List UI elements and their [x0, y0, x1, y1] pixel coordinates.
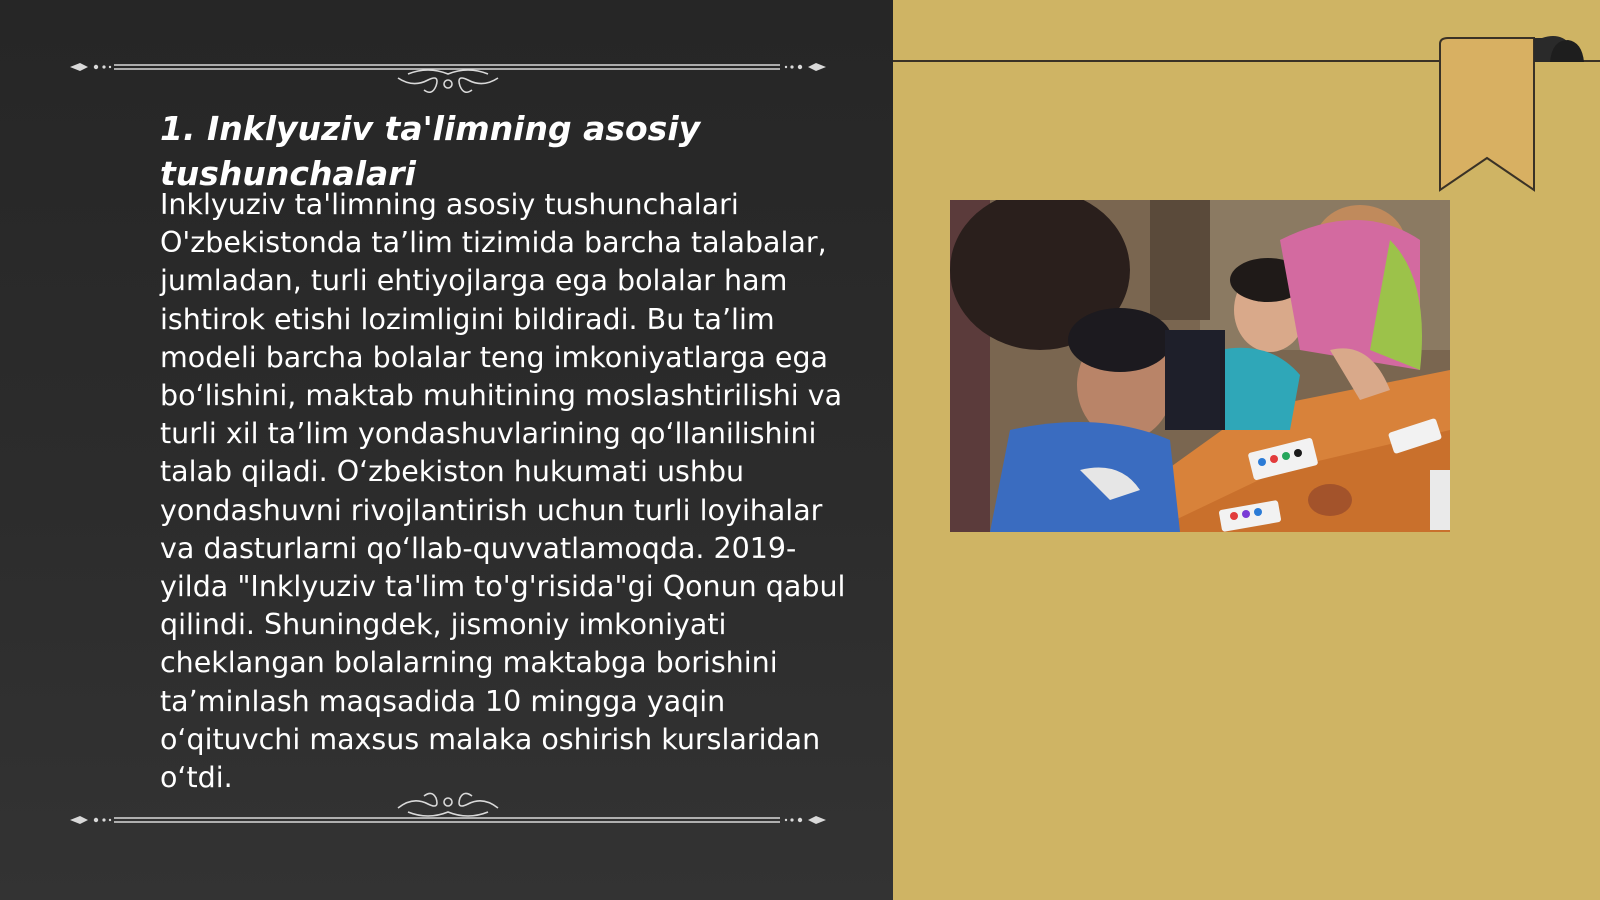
top-ornament-divider-icon: [68, 58, 828, 98]
slide-body-text: Inklyuziv ta'limning asosiy tushunchalari O'zbekistonda ta’lim tizimida barcha talabalar, jumladan, turli ehtiyojlarga ega bolalar ham ishtirok etishi lozimligini bildiradi. Bu ta’lim modeli barcha bolalar teng imkoniyatlarga ega boʻlishini, maktab muhitining moslashtirilishi va turli xil ta’lim yondashuvlarining qoʻllanilishini talab qiladi. Oʻzbekiston hukumati ushbu yondashuvni rivojlantirish uchun turli loyihalar va dasturlarni qoʻllab-quvvatlamoqda. 2019-yilda "Inklyuziv ta'lim to'g'risida"gi Qonun qabul qilindi. Shuningdek, jismoniy imkoniyati cheklangan bolalarning maktabga borishini taʼminlash maqsadida 10 mingga yaqin oʻqituvchi maxsus malaka oshirish kurslaridan oʻtdi.: [160, 188, 846, 795]
ribbon-bookmark-icon: [1430, 30, 1600, 200]
slide-title: 1. Inklyuziv ta'limning asosiy tushunchalari: [160, 109, 701, 193]
children-painting-photo-icon: [950, 200, 1450, 532]
bottom-ornament-divider-icon: [68, 788, 828, 828]
classroom-photo: [950, 200, 1450, 532]
